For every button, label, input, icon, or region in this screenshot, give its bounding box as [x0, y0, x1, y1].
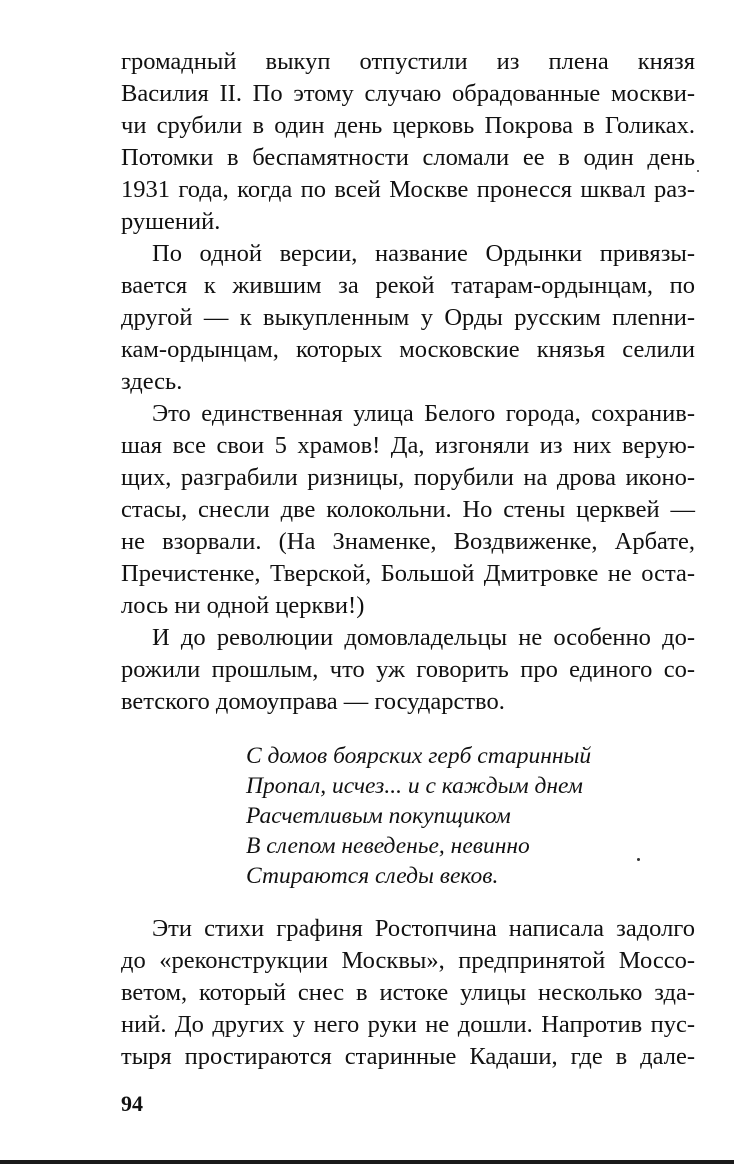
text-line: кам-ордынцам, которых московские князья селили: [121, 336, 695, 363]
scan-speck: [697, 170, 699, 172]
text-line: ветом, который снес в истоке улицы несколько зда-: [121, 979, 695, 1006]
scan-edge: [0, 1160, 734, 1164]
poem-line: Расчетливым покупщиком: [246, 803, 511, 829]
text-line: 1931 года, когда по всей Москве пронесся шквал раз-: [121, 176, 695, 203]
poem-line: С домов боярских герб старинный: [246, 743, 592, 769]
text-line: Потомки в беспамятности сломали ее в один день: [121, 144, 695, 171]
poem-line: Пропал, исчез... и с каждым днем: [246, 773, 583, 799]
text-line: По одной версии, название Ордынки привязы-: [152, 240, 695, 267]
text-line: до «реконструкции Москвы», предпринятой Моссо-: [121, 947, 695, 974]
poem-line: В слепом неведенье, невинно: [246, 833, 530, 859]
text-line: рожили прошлым, что уж говорить про единого со-: [121, 656, 695, 683]
text-line: чи срубили в один день церковь Покрова в Голиках.: [121, 112, 695, 139]
text-line: лось ни одной церкви!): [121, 592, 365, 619]
text-line: другой — к выкупленным у Орды русским плenни-: [121, 304, 695, 331]
text-line: здесь.: [121, 368, 183, 395]
text-line: рушений.: [121, 208, 221, 235]
text-line: щих, разграбили ризницы, порубили на дрова иконо-: [121, 464, 695, 491]
poem-line: Стираются следы веков.: [246, 863, 499, 889]
text-line: Это единственная улица Белого города, сохранив-: [152, 400, 695, 427]
text-line: И до революции домовладельцы не особенно до-: [152, 624, 695, 651]
text-line: Эти стихи графиня Ростопчина написала задолго: [152, 915, 695, 942]
scan-speck: [637, 858, 640, 861]
page-number: 94: [121, 1091, 143, 1116]
text-line: Василия II. По этому случаю обрадованные москви-: [121, 80, 695, 107]
text-line: не взорвали. (На Знаменке, Воздвиженке, Арбате,: [121, 528, 695, 555]
text-line: стасы, снесли две колокольни. Но стены церквей —: [121, 496, 695, 523]
text-line: ветского домоуправа — государство.: [121, 688, 505, 715]
text-line: ний. До других у него руки не дошли. Напротив пус-: [121, 1011, 695, 1038]
text-line: Пречистенке, Тверской, Большой Дмитровке не оста-: [121, 560, 695, 587]
text-line: шая все свои 5 храмов! Да, изгоняли из них верую-: [121, 432, 695, 459]
text-line: вается к жившим за рекой татарам-ордынцам, по: [121, 272, 695, 299]
text-line: тыря простираются старинные Кадаши, где в дале-: [121, 1043, 695, 1070]
text-line: громадный выкуп отпустили из плена князя: [121, 48, 695, 75]
